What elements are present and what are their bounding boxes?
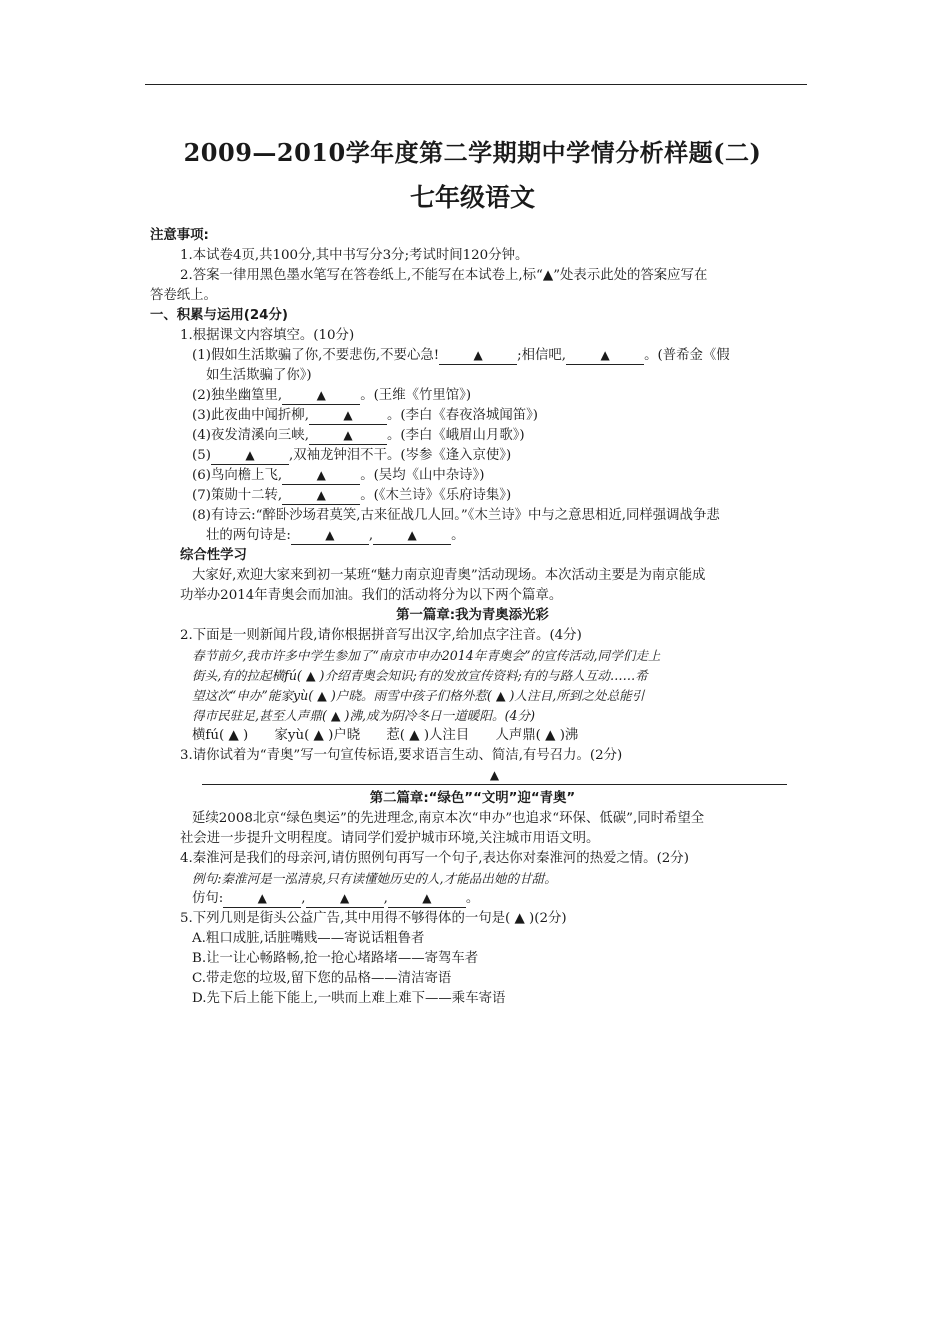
note-item: 2.答案一律用黑色墨水笔写在答卷纸上,不能写在本试卷上,标“▲”处表示此处的答案应写在 xyxy=(180,268,708,283)
question-2: 2.下面是一则新闻片段,请你根据拼音写出汉字,给加点字注音。(4分) xyxy=(180,628,582,643)
poem-text: 。(李白《峨眉山月歌》) xyxy=(386,428,525,443)
answer-blank: ▲ xyxy=(373,527,451,545)
poem-text: 。(李白《春夜洛城闻笛》) xyxy=(386,408,539,423)
poem-text: (2)独坐幽篁里, xyxy=(192,388,283,403)
section-heading: 一、积累与运用(24分) xyxy=(150,308,288,323)
poem-text: (3)此夜曲中闻折柳, xyxy=(192,408,309,423)
poem-line xyxy=(150,446,795,466)
answer-blank: ▲ xyxy=(388,890,466,908)
imitate-line: 仿句: ▲ , ▲ , ▲ 。 xyxy=(192,891,480,906)
answer-blank: ▲ xyxy=(282,487,360,505)
notes-heading: 注意事项: xyxy=(150,228,209,243)
poem-text: 。(吴均《山中杂诗》) xyxy=(360,468,485,483)
answer-blank: ▲ xyxy=(291,527,369,545)
chapter-heading: 第一篇章:我为青奥添光彩 xyxy=(396,608,549,623)
intro-text: 大家好,欢迎大家来到初一某班“魅力南京迎青奥”活动现场。本次活动主要是为南京能成 xyxy=(192,568,706,583)
poem-text: (5) xyxy=(192,448,211,463)
question-4: 4.秦淮河是我们的母亲河,请仿照例句再写一个句子,表达你对秦淮河的热爱之情。(2分) xyxy=(180,851,689,866)
news-text: 街头,有的拉起横fú( ▲ )介绍青奥会知识;有的发放宣传资料;有的与路人互动……希 xyxy=(192,668,648,683)
poem-text: , xyxy=(368,528,374,543)
answer-blank: ▲ xyxy=(211,447,289,465)
poem-text: (7)策勋十二转, xyxy=(192,488,283,503)
answer-blank: ▲ xyxy=(223,890,301,908)
answer-marker: ▲ xyxy=(489,768,500,782)
imitate-label: 仿句: xyxy=(192,891,224,906)
question-1: 1.根据课文内容填空。(10分) xyxy=(180,328,355,343)
answer-blank: ▲ xyxy=(439,347,517,365)
poem-line xyxy=(150,506,795,526)
poem-line xyxy=(150,346,795,366)
poem-text: 。(普希金《假 xyxy=(644,348,730,363)
answer-blank: ▲ xyxy=(306,890,384,908)
news-text: 得市民驻足,甚至人声鼎( ▲ )沸,成为阴冷冬日一道暖阳。(4分) xyxy=(192,708,536,723)
intro-text: 社会进一步提升文明程度。请同学们爱护城市环境,关注城市用语文明。 xyxy=(180,831,600,846)
option-a: A.粗口成脏,话脏嘴贱——寄说话粗鲁者 xyxy=(192,931,425,946)
exam-sheet xyxy=(150,132,795,1009)
top-rule xyxy=(145,84,807,85)
answer-blank: ▲ xyxy=(309,427,387,445)
exam-subtitle: 七年级语文 xyxy=(409,183,535,212)
poem-text: (8)有诗云:“醉卧沙场君莫笑,古来征战几人回。”《木兰诗》中与之意思相近,同样强调战争悲 xyxy=(192,508,720,523)
poem-text: ,双袖龙钟泪不干。(岑参《逢入京使》) xyxy=(288,448,512,463)
poem-text: ;相信吧, xyxy=(517,348,567,363)
poem-text: 。(王维《竹里馆》) xyxy=(360,388,472,403)
poem-line xyxy=(150,426,795,446)
question-3: 3.请你试着为“青奥”写一句宣传标语,要求语言生动、简洁,有号召力。(2分) xyxy=(180,748,623,763)
poem-text: (1)假如生活欺骗了你,不要悲伤,不要心急! xyxy=(192,348,440,363)
poem-line xyxy=(150,466,795,486)
example-sentence: 例句:秦淮河是一泓清泉,只有读懂她历史的人,才能品出她的甘甜。 xyxy=(192,871,557,886)
option-b: B.让一让心畅路畅,抢一抢心堵路堵——寄驾车者 xyxy=(192,951,479,966)
answer-blank: ▲ xyxy=(282,387,360,405)
news-text: 春节前夕,我市许多中学生参加了“南京市申办2014年青奥会”的宣传活动,同学们走上 xyxy=(192,648,661,663)
poem-line xyxy=(150,406,795,426)
option-d: D.先下后上能下能上,一哄而上难上难下——乘车寄语 xyxy=(192,991,506,1006)
poem-text: 如生活欺骗了你》) xyxy=(206,368,312,383)
note-item: 答卷纸上。 xyxy=(150,288,217,303)
answer-item: 横fú( ▲ ) xyxy=(192,728,249,743)
note-item: 1.本试卷4页,共100分,其中书写分3分;考试时间120分钟。 xyxy=(180,248,529,263)
answer-row xyxy=(150,726,795,746)
poem-line xyxy=(150,486,795,506)
answer-blank: ▲ xyxy=(566,347,644,365)
chapter-heading: 第二篇章:“绿色”“文明”迎“青奥” xyxy=(369,791,576,806)
poem-text: 。(《木兰诗》《乐府诗集》) xyxy=(360,488,512,503)
poem-text: 壮的两句诗是: xyxy=(206,528,291,543)
option-c: C.带走您的垃圾,留下您的品格——清洁寄语 xyxy=(192,971,452,986)
poem-text: (6)鸟向檐上飞, xyxy=(192,468,283,483)
poem-text: (4)夜发清溪向三峡, xyxy=(192,428,309,443)
poem-line xyxy=(150,366,795,386)
answer-blank: ▲ xyxy=(282,467,360,485)
answer-line xyxy=(202,766,787,785)
poem-line xyxy=(150,526,795,546)
answer-item: 惹( ▲ )人注目 xyxy=(386,728,470,743)
exam-title: 2009—2010学年度第二学期期中学情分析样题(二) xyxy=(183,138,762,167)
answer-item: 人声鼎( ▲ )沸 xyxy=(495,728,579,743)
news-text: 望这次“申办”能家yù( ▲ )户晓。雨雪中孩子们格外惹( ▲ )人注目,所到之处总能引 xyxy=(192,688,645,703)
poem-line xyxy=(150,386,795,406)
answer-blank: ▲ xyxy=(309,407,387,425)
poem-text: 。 xyxy=(451,528,465,543)
integrated-heading: 综合性学习 xyxy=(180,548,247,563)
intro-text: 延续2008北京“绿色奥运”的先进理念,南京本次“申办”也追求“环保、低碳”,同时希望全 xyxy=(192,811,705,826)
intro-text: 功举办2014年青奥会而加油。我们的活动将分为以下两个篇章。 xyxy=(180,588,563,603)
question-5: 5.下列几则是街头公益广告,其中用得不够得体的一句是( ▲ )(2分) xyxy=(180,911,567,926)
answer-item: 家yù( ▲ )户晓 xyxy=(274,728,361,743)
